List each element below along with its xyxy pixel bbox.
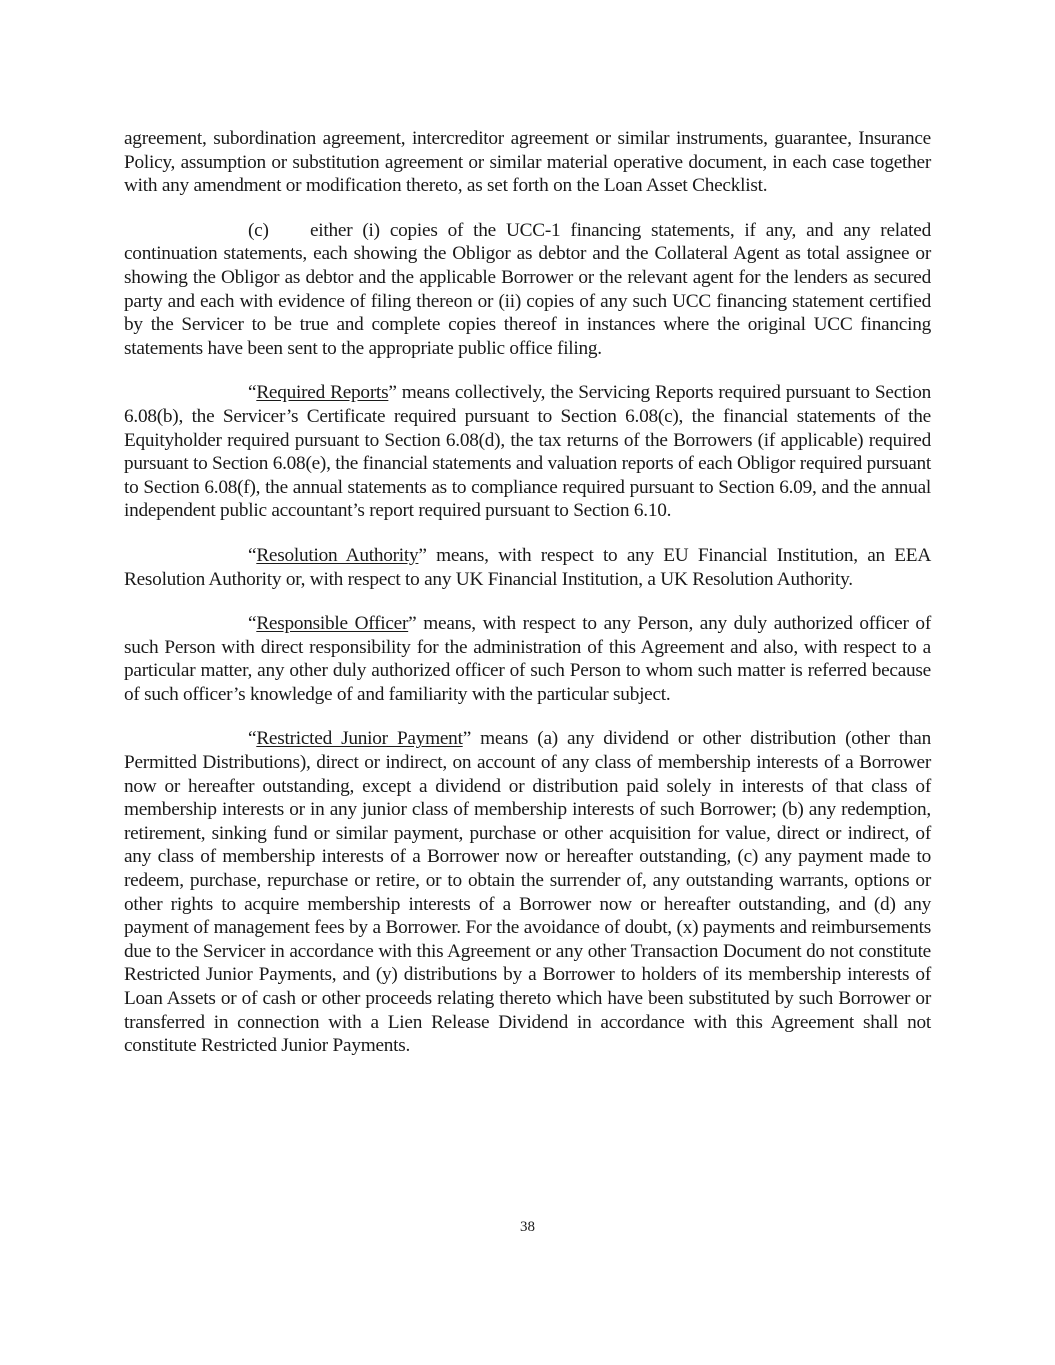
definition-required-reports [124,381,931,523]
definition-text: means (a) any dividend or other distribution (other than Permitted Distributions), direct or indirect, on account of any class of membership interests of a Borrower now or hereafter outstanding, except a dividend or distribution paid solely in interests of that class of membership interests or in any junior class of membership interests of such Borrower; (b) any redemption, retirement, sinking fund or similar payment, purchase or other acquisition for value, direct or indirect, of any class of membership interests of a Borrower now or hereafter outstanding, (c) any payment made to redeem, purchase, repurchase or retire, or to obtain the surrender of, any outstanding warrants, options or other rights to acquire membership interests of a Borrower now or hereafter outstanding, and (d) any payment of management fees by a Borrower. For the avoidance of doubt, (x) payments and reimbursements due to the Servicer in accordance with this Agreement or any other Transaction Document do not constitute Restricted Junior Payments, and (y) distributions by a Borrower to holders of its membership interests of Loan Assets or of cash or other proceeds relating thereto which have been substituted by such Borrower or transferred in connection with a Lien Release Dividend in accordance with this Agreement shall not constitute Restricted Junior Payments. [124,728,931,1057]
open-quote: “ [248,544,257,566]
page-number: 38 [520,1219,535,1235]
close-quote: ” [418,544,427,566]
definition-resolution-authority [124,544,931,591]
definition-responsible-officer [124,612,931,706]
definition-text: means, with respect to any Person, any duly authorized officer of such Person with direct responsibility for the administration of this Agreement and also, with respect to a particular matter, any other duly authorized officer of such Person to whom such matter is referred because of such officer’s knowledge of and familiarity with the particular subject. [124,613,931,705]
document-page [124,127,931,1079]
defined-term: Restricted Junior Payment [256,728,463,750]
open-quote: “ [248,613,257,635]
definition-restricted-junior-payment [124,727,931,1057]
defined-term: Responsible Officer [256,613,409,635]
paragraph-continuation: agreement, subordination agreement, intercreditor agreement or similar instruments, guarantee, Insurance Policy, assumption or substitution agreement or similar material operative document, in each case together with any amendment or modification thereto, as set forth on the Loan Asset Checklist. [124,128,931,197]
close-quote: ” [408,613,417,635]
close-quote: ” [388,382,397,404]
open-quote: “ [248,728,257,750]
clause-label: (c) [248,219,269,241]
paragraph-clause-c [124,219,931,361]
definition-text: means, with respect to any EU Financial Institution, an EEA Resolution Authority or, with respect to any UK Financial Institution, a UK Resolution Authority. [124,544,932,590]
defined-term: Resolution Authority [256,544,419,566]
clause-text: either (i) copies of the UCC-1 financing statements, if any, and any related continuation statements, each showing the Obligor as debtor and the Collateral Agent as total assignee or showing the Obligor as debtor and the applicable Borrower or the relevant agent for the lenders as secured party and each with evidence of filing thereon or (ii) copies of any such UCC financing statement certified by the Servicer to be true and complete copies thereof in instances where the original UCC financing statements have been sent to the appropriate public office filing. [124,219,931,359]
close-quote: ” [462,728,471,750]
open-quote: “ [248,382,257,404]
definition-text: means collectively, the Servicing Reports required pursuant to Section 6.08(b), the Servicer’s Certificate required pursuant to Section 6.08(c), the financial statements of the Equityholder required pursuant to Section 6.08(d), the tax returns of the Borrowers (if applicable) required pursuant to Section 6.08(e), the financial statements and valuation reports of each Obligor required pursuant to Section 6.08(f), the annual statements as to compliance required pursuant to Section 6.09, and the annual independent public accountant’s report required pursuant to Section 6.10. [124,382,931,522]
defined-term: Required Reports [256,382,389,404]
